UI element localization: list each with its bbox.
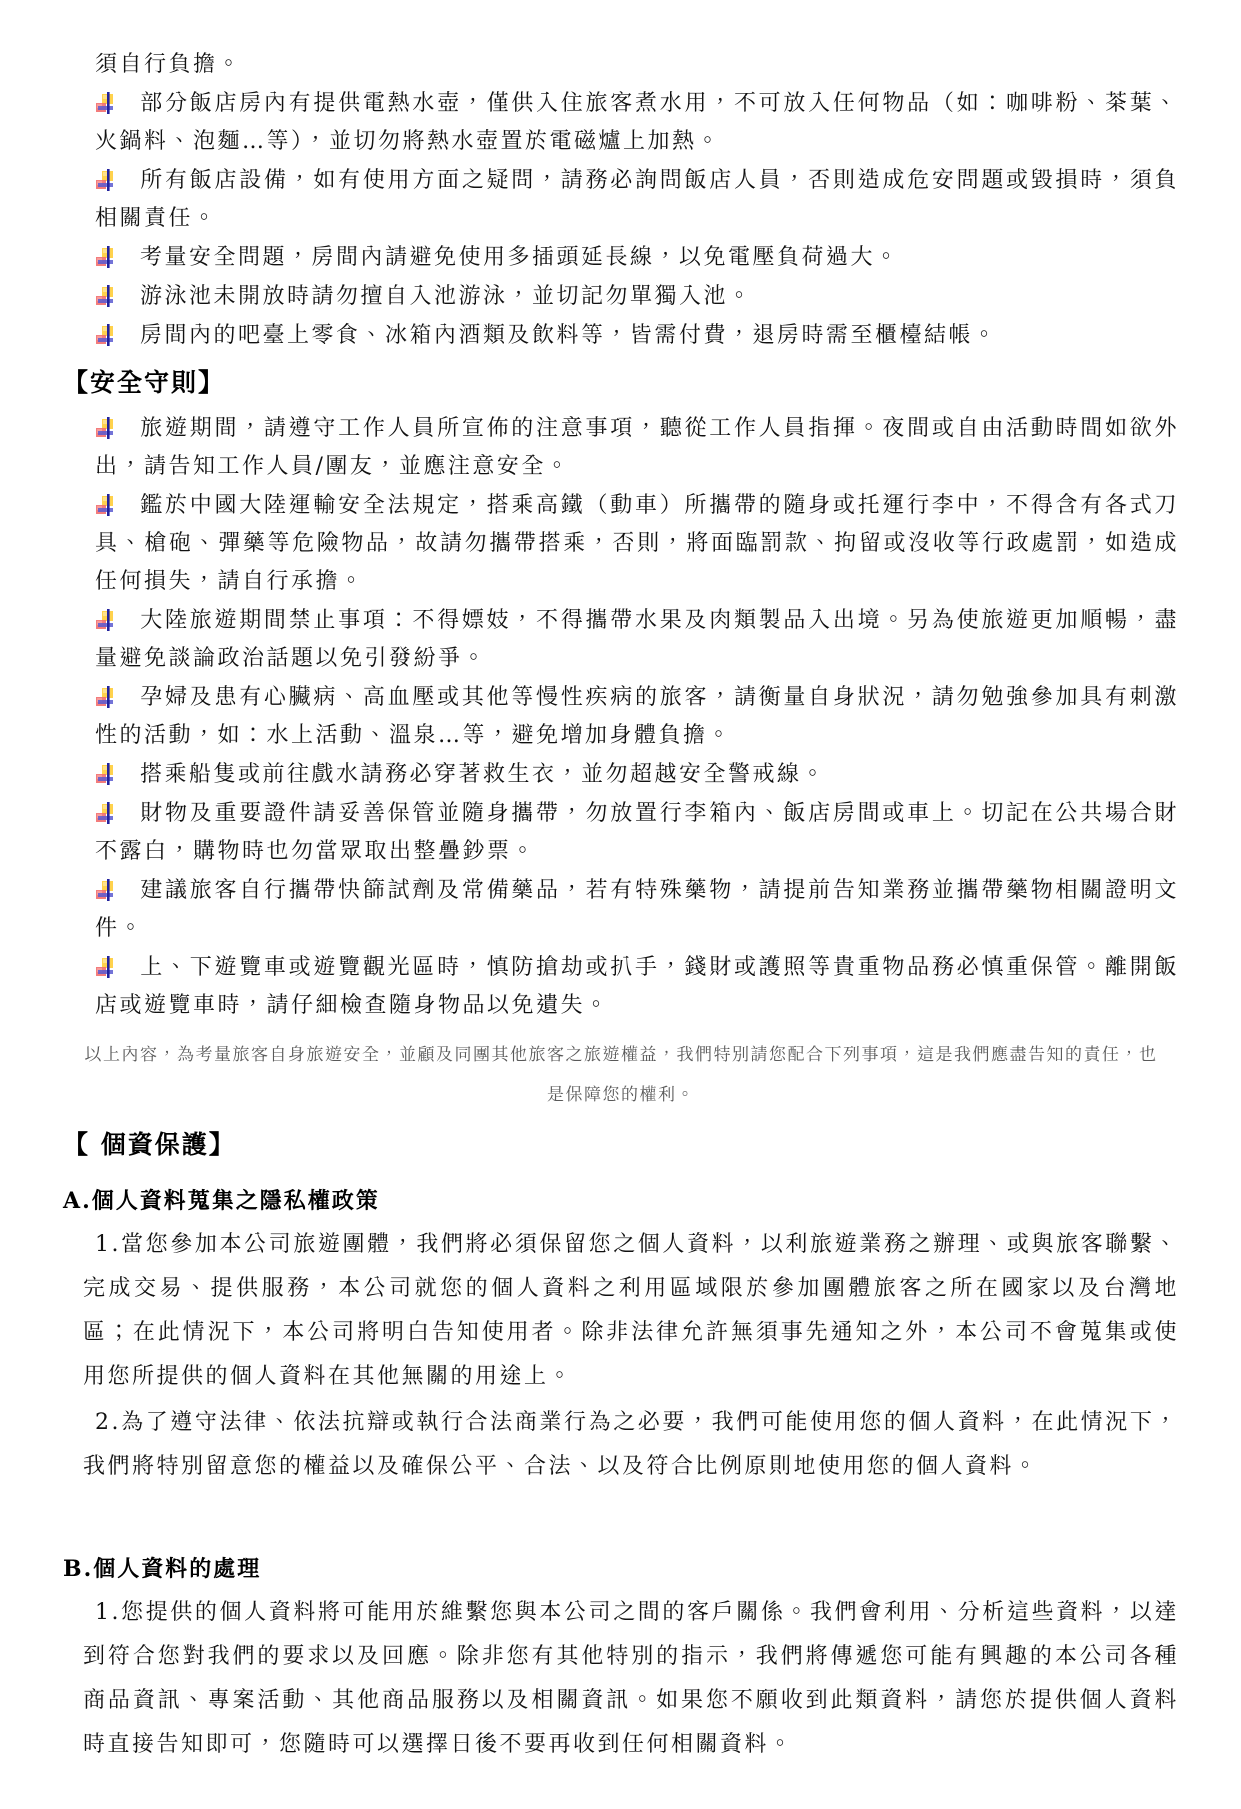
list-item <box>95 872 1179 948</box>
picture-bullet-icon <box>95 876 115 898</box>
picture-bullet-icon <box>95 760 115 782</box>
picture-bullet-icon <box>95 799 115 821</box>
list-item-text: 旅遊期間，請遵守工作人員所宣佈的注意事項，聽從工作人員指揮。夜間或自由活動時間如欲外出，請告知工作人員/團友，並應注意安全。 <box>95 416 1179 479</box>
list-item-text: 建議旅客自行攜帶快篩試劑及常備藥品，若有特殊藥物，請提前告知業務並攜帶藥物相關證明文件。 <box>95 878 1179 941</box>
list-item-text: 孕婦及患有心臟病、高血壓或其他等慢性疾病的旅客，請衡量自身狀況，請勿勉強參加具有刺激性的活動，如：水上活動、溫泉…等，避免增加身體負擔。 <box>95 685 1179 748</box>
list-item <box>95 85 1179 161</box>
list-item <box>95 239 1179 277</box>
picture-bullet-icon <box>95 414 115 436</box>
picture-bullet-icon <box>95 243 115 265</box>
picture-bullet-icon <box>95 953 115 975</box>
hotel-notes-list <box>63 85 1179 355</box>
list-item-text: 上、下遊覽車或遊覽觀光區時，慎防搶劫或扒手，錢財或護照等貴重物品務必慎重保管。離開飯店或遊覽車時，請仔細檢查隨身物品以免遺失。 <box>95 955 1179 1018</box>
list-item <box>95 795 1179 871</box>
safety-notice-text: 以上內容，為考量旅客自身旅遊安全，並顧及同團其他旅客之旅遊權益，我們特別請您配合下列事項，這是我們應盡告知的責任，也是保障您的權利。 <box>84 1045 1158 1105</box>
list-item-text: 財物及重要證件請妥善保管並隨身攜帶，勿放置行李箱內、飯店房間或車上。切記在公共場合財不露白，購物時也勿當眾取出整疊鈔票。 <box>95 801 1179 864</box>
safety-rules-list <box>63 410 1179 1025</box>
list-item-text: 游泳池未開放時請勿擅自入池游泳，並切記勿單獨入池。 <box>140 284 753 309</box>
picture-bullet-icon <box>95 282 115 304</box>
list-item <box>95 679 1179 755</box>
list-item <box>95 756 1179 794</box>
list-item <box>95 487 1179 601</box>
list-item <box>95 602 1179 678</box>
list-item-text: 考量安全問題，房間內請避免使用多插頭延長線，以免電壓負荷過大。 <box>140 245 900 270</box>
subsection-b-title: B.個人資料的處理 <box>63 1556 262 1582</box>
blank-line-spacer <box>63 1491 1179 1535</box>
list-item <box>95 278 1179 316</box>
picture-bullet-icon <box>95 166 115 188</box>
list-item-text: 搭乘船隻或前往戲水請務必穿著救生衣，並勿超越安全警戒線。 <box>140 762 827 787</box>
subsection-a-title: A.個人資料蒐集之隱私權政策 <box>63 1188 380 1214</box>
list-item-text: 大陸旅遊期間禁止事項：不得嫖妓，不得攜帶水果及肉類製品入出境。另為使旅遊更加順暢，盡量避免談論政治話題以免引發紛爭。 <box>95 608 1179 671</box>
hotel-notes-continuation-line: 須自行負擔。 <box>95 52 243 77</box>
privacy-policy-paragraph-1: 1.當您參加本公司旅遊團體，我們將必須保留您之個人資料，以利旅遊業務之辦理、或與旅客聯繫、完成交易、提供服務，本公司就您的個人資料之利用區域限於參加團體旅客之所在國家以及台灣地區；在此情況下，本公司將明白告知使用者。除非法律允許無須事先通知之外，本公司不會蒐集或使用您所提供的個人資料在其他無關的用途上。 <box>83 1232 1179 1389</box>
picture-bullet-icon <box>95 683 115 705</box>
list-item-text: 房間內的吧臺上零食、冰箱內酒類及飲料等，皆需付費，退房時需至櫃檯結帳。 <box>140 323 998 348</box>
list-item-text: 所有飯店設備，如有使用方面之疑問，請務必詢問飯店人員，否則造成危安問題或毀損時，須負相關責任。 <box>95 168 1179 231</box>
section-header-personal-data-protection: 【 個資保護】 <box>63 1130 236 1159</box>
data-handling-paragraph-1: 1.您提供的個人資料將可能用於維繫您與本公司之間的客戶關係。我們會利用、分析這些資料，以達到符合您對我們的要求以及回應。除非您有其他特別的指示，我們將傳遞您可能有興趣的本公司各種商品資訊、專案活動、其他商品服務以及相關資訊。如果您不願收到此類資料，請您於提供個人資料時直接告知即可，您隨時可以選擇日後不要再收到任何相關資料。 <box>83 1600 1179 1757</box>
picture-bullet-icon <box>95 606 115 628</box>
list-item-text: 鑑於中國大陸運輸安全法規定，搭乘高鐵（動車）所攜帶的隨身或托運行李中，不得含有各式刀具、槍砲、彈藥等危險物品，故請勿攜帶搭乘，否則，將面臨罰款、拘留或沒收等行政處罰，如造成任何損失，請自行承擔。 <box>95 493 1179 594</box>
picture-bullet-icon <box>95 321 115 343</box>
list-item <box>95 949 1179 1025</box>
picture-bullet-icon <box>95 89 115 111</box>
list-item <box>95 317 1179 355</box>
list-item <box>95 410 1179 486</box>
privacy-policy-paragraph-2: 2.為了遵守法律、依法抗辯或執行合法商業行為之必要，我們可能使用您的個人資料，在此情況下，我們將特別留意您的權益以及確保公平、合法、以及符合比例原則地使用您的個人資料。 <box>83 1410 1179 1479</box>
picture-bullet-icon <box>95 491 115 513</box>
section-header-safety-rules: 【安全守則】 <box>63 368 226 397</box>
list-item-text: 部分飯店房內有提供電熱水壺，僅供入住旅客煮水用，不可放入任何物品（如：咖啡粉、茶葉、火鍋料、泡麵…等），並切勿將熱水壺置於電磁爐上加熱。 <box>95 91 1179 154</box>
list-item <box>95 162 1179 238</box>
